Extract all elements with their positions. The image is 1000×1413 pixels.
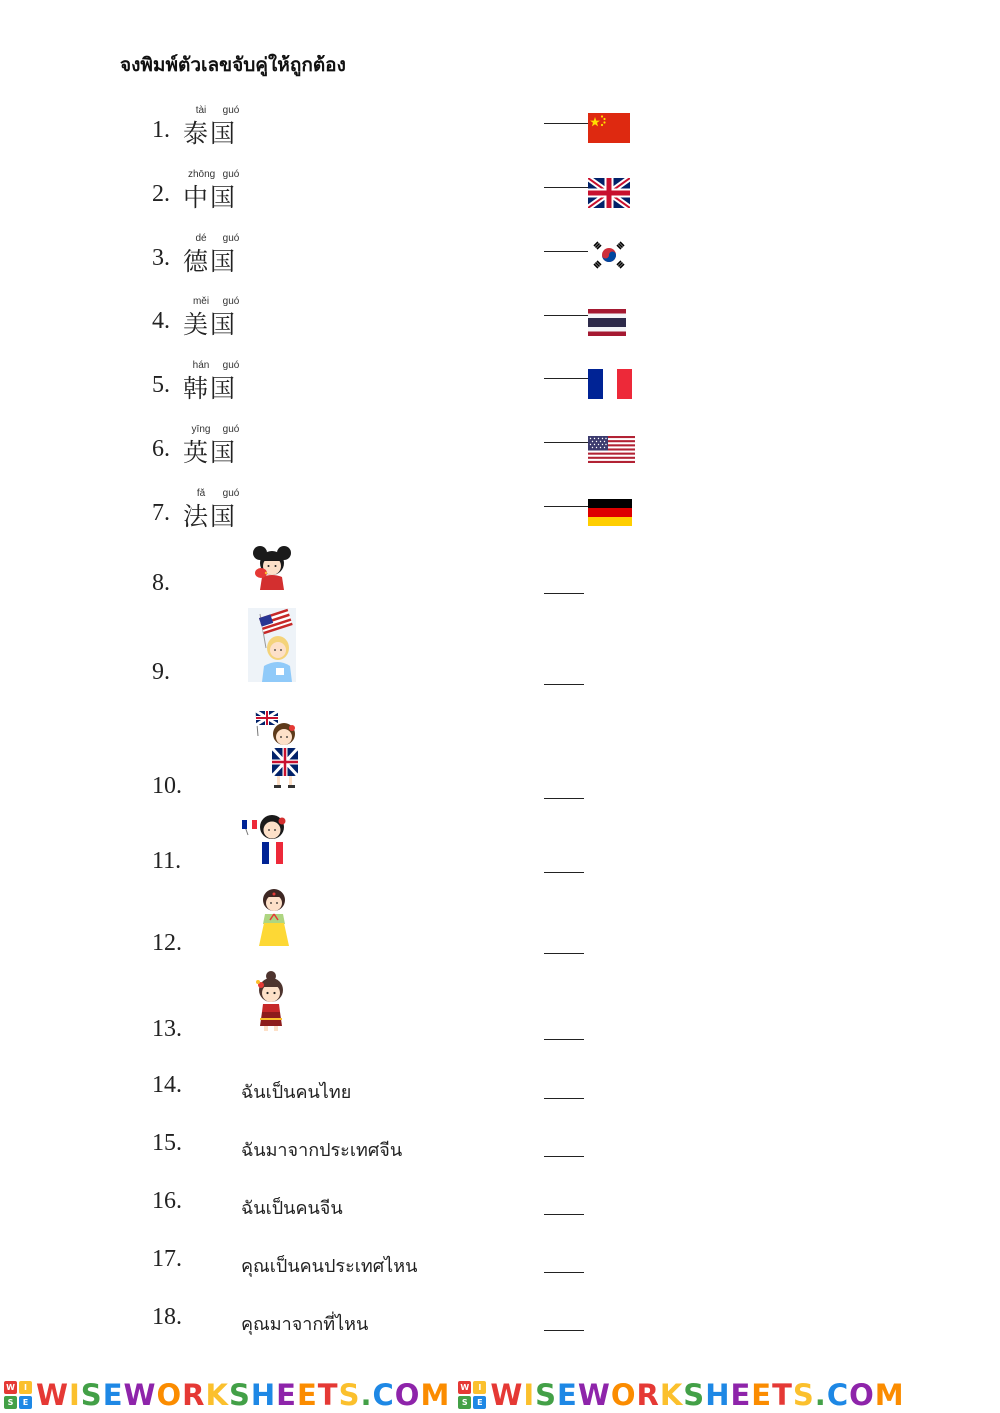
chinese-girl-illustration — [247, 543, 297, 593]
logo-squares-icon: W I S E — [458, 1381, 486, 1409]
hanzi-text: 英国 — [183, 438, 238, 467]
item-number: 5. — [152, 372, 170, 398]
item-number: 17. — [152, 1246, 182, 1272]
item-number: 8. — [152, 570, 170, 596]
thai-sentence: คุณเป็นคนประเทศไหน — [241, 1256, 418, 1277]
item-number: 11. — [152, 848, 182, 874]
pinyin: měi — [192, 296, 210, 307]
hanzi-text: 德国 — [183, 247, 238, 276]
thai-sentence: ฉันเป็นคนไทย — [241, 1082, 352, 1103]
pinyin: guó — [222, 488, 240, 499]
item-number: 7. — [152, 500, 170, 526]
item-number: 2. — [152, 181, 170, 207]
logo-squares-icon: W I S E — [4, 1381, 32, 1409]
hanzi-text: 法国 — [183, 502, 238, 531]
pinyin: guó — [222, 296, 240, 307]
hanzi-text: 美国 — [183, 310, 238, 339]
thai-sentence: ฉันเป็นคนจีน — [241, 1198, 343, 1219]
pinyin: guó — [222, 105, 240, 116]
germany-flag-icon — [588, 499, 632, 526]
french-girl-illustration — [240, 811, 292, 867]
answer-blank[interactable] — [544, 684, 584, 685]
answer-blank[interactable] — [544, 1214, 584, 1215]
answer-blank[interactable] — [544, 251, 588, 252]
thai-sentence: คุณมาจากที่ไหน — [241, 1314, 369, 1335]
answer-blank[interactable] — [544, 593, 584, 594]
answer-blank[interactable] — [544, 1156, 584, 1157]
item-number: 4. — [152, 308, 170, 334]
item-number: 15. — [152, 1130, 182, 1156]
answer-blank[interactable] — [544, 378, 588, 379]
logo-text: WISEWORKSHEETS.COM — [490, 1377, 905, 1412]
thai-girl-illustration — [250, 970, 292, 1032]
answer-blank[interactable] — [544, 798, 584, 799]
hanzi-text: 韩国 — [183, 374, 238, 403]
item-number: 18. — [152, 1304, 182, 1330]
pinyin: tài — [195, 105, 207, 116]
answer-blank[interactable] — [544, 1272, 584, 1273]
item-number: 12. — [152, 930, 182, 956]
pinyin: guó — [222, 424, 240, 435]
item-number: 9. — [152, 659, 170, 685]
item-number: 10. — [152, 773, 182, 799]
answer-blank[interactable] — [544, 1039, 584, 1040]
pinyin: dé — [195, 233, 207, 244]
pinyin: hán — [192, 360, 210, 371]
china-flag-icon — [588, 113, 630, 143]
answer-blank[interactable] — [544, 506, 588, 507]
answer-blank[interactable] — [544, 1098, 584, 1099]
item-number: 1. — [152, 117, 170, 143]
item-number: 13. — [152, 1016, 182, 1042]
korean-girl-illustration — [255, 886, 293, 952]
france-flag-icon — [588, 369, 632, 399]
wiseworksheets-logo[interactable] — [458, 1378, 904, 1412]
pinyin: guó — [222, 360, 240, 371]
pinyin: guó — [222, 233, 240, 244]
usa-flag-icon — [588, 436, 635, 463]
answer-blank[interactable] — [544, 1330, 584, 1331]
hanzi-text: 泰国 — [183, 119, 238, 148]
item-number: 6. — [152, 436, 170, 462]
pinyin: guó — [222, 169, 240, 180]
worksheet-instruction: จงพิมพ์ตัวเลขจับคู่ให้ถูกต้อง — [120, 54, 346, 76]
pinyin: fǎ — [196, 488, 206, 499]
uk-flag-icon — [588, 178, 630, 208]
pinyin: zhōng — [188, 169, 216, 180]
answer-blank[interactable] — [544, 123, 588, 124]
footer-watermark — [0, 1376, 1000, 1413]
wiseworksheets-logo[interactable] — [4, 1378, 450, 1412]
thai-sentence: ฉันมาจากประเทศจีน — [241, 1140, 403, 1161]
hanzi-text: 中国 — [183, 183, 238, 212]
answer-blank[interactable] — [544, 187, 588, 188]
answer-blank[interactable] — [544, 442, 588, 443]
item-number: 3. — [152, 245, 170, 271]
american-girl-illustration — [248, 608, 296, 682]
logo-text: WISEWORKSHEETS.COM — [36, 1377, 451, 1412]
item-number: 14. — [152, 1072, 182, 1098]
thailand-flag-icon — [588, 309, 626, 336]
pinyin: yīng — [191, 424, 211, 435]
answer-blank[interactable] — [544, 315, 588, 316]
item-number: 16. — [152, 1188, 182, 1214]
answer-blank[interactable] — [544, 872, 584, 873]
korea-flag-icon — [588, 240, 630, 270]
answer-blank[interactable] — [544, 953, 584, 954]
british-girl-illustration — [252, 706, 306, 790]
